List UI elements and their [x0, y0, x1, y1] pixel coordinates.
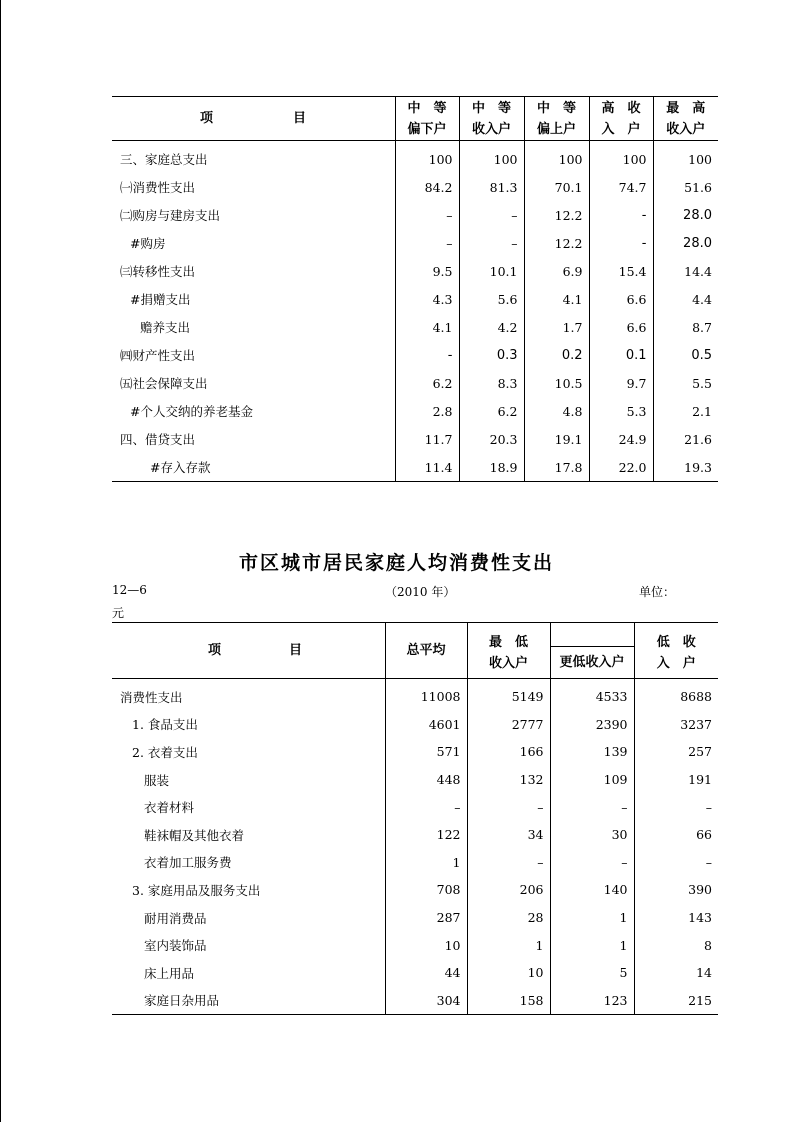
row-value: 2390 [550, 711, 634, 739]
row-value: 28.0 [653, 229, 718, 257]
table2-header-row-1 [112, 623, 718, 647]
row-value: 139 [550, 738, 634, 766]
header-col-5: 最 高 收入户 [653, 97, 718, 141]
row-value: 5.3 [589, 397, 653, 425]
row-value: - [395, 341, 459, 369]
table-row [112, 425, 718, 453]
row-value: 6.6 [589, 313, 653, 341]
row-value: 20.3 [459, 425, 524, 453]
row-value: 81.3 [459, 173, 524, 201]
row-value: 22.0 [589, 453, 653, 482]
row-value: 11.4 [395, 453, 459, 482]
table-row [112, 738, 718, 766]
row-value: - [589, 229, 653, 257]
table-row [112, 229, 718, 257]
row-value: 8.3 [459, 369, 524, 397]
header-lowest: 最 低 收入户 [467, 623, 550, 679]
row-value: 143 [634, 904, 718, 932]
row-value: 6.9 [524, 257, 589, 285]
row-label: ㈢转移性支出 [120, 264, 196, 279]
row-value: 4.1 [524, 285, 589, 313]
row-value: 123 [550, 987, 634, 1015]
row-label: 鞋袜帽及其他衣着 [144, 827, 245, 843]
table-row [112, 257, 718, 285]
table-row [112, 766, 718, 794]
row-value: 51.6 [653, 173, 718, 201]
row-value: 84.2 [395, 173, 459, 201]
row-value: 257 [634, 738, 718, 766]
row-value: 10.5 [524, 369, 589, 397]
row-value: 12.2 [524, 229, 589, 257]
row-value: – [467, 849, 550, 877]
header-col-3: 中 等 偏上户 [524, 97, 589, 141]
row-value: – [550, 793, 634, 821]
row-value: 10.1 [459, 257, 524, 285]
row-value: 3237 [634, 711, 718, 739]
row-value: – [550, 849, 634, 877]
row-value: 0.5 [653, 341, 718, 369]
row-value: – [634, 849, 718, 877]
table-row [112, 876, 718, 904]
row-value: 100 [395, 141, 459, 174]
row-value: 30 [550, 821, 634, 849]
row-label: 2. 衣着支出 [132, 744, 198, 760]
unit-value: 元 [112, 606, 125, 620]
header-col-1: 中 等 偏下户 [395, 97, 459, 141]
table-row [112, 959, 718, 987]
row-value: 24.9 [589, 425, 653, 453]
row-value: - [589, 201, 653, 229]
table1-header-row [112, 97, 718, 141]
row-label: 四、借贷支出 [120, 432, 196, 447]
row-value: 100 [653, 141, 718, 174]
row-value: – [634, 793, 718, 821]
row-value: – [385, 793, 467, 821]
header-low: 低 收 入 户 [634, 623, 718, 679]
row-value: 100 [459, 141, 524, 174]
row-value: 2.8 [395, 397, 459, 425]
row-value: 5149 [467, 679, 550, 711]
row-value: 4.2 [459, 313, 524, 341]
row-label: #捐赠支出 [130, 292, 191, 307]
row-value: 206 [467, 876, 550, 904]
table-row [112, 931, 718, 959]
header-lower: 更低收入户 [550, 647, 634, 679]
table-row [112, 849, 718, 877]
row-value: 140 [550, 876, 634, 904]
row-value: 8.7 [653, 313, 718, 341]
consumption-expenditure-table [112, 622, 718, 1015]
row-value: 11008 [385, 679, 467, 711]
row-value: 19.3 [653, 453, 718, 482]
row-value: 70.1 [524, 173, 589, 201]
row-value: 6.2 [459, 397, 524, 425]
row-label: 室内装饰品 [144, 938, 207, 954]
row-value: 6.6 [589, 285, 653, 313]
table-row [112, 173, 718, 201]
row-value: 1 [467, 931, 550, 959]
row-value: 12.2 [524, 201, 589, 229]
row-value: 0.1 [589, 341, 653, 369]
header-lower-top [550, 623, 634, 647]
row-value: 10 [385, 931, 467, 959]
row-value: 708 [385, 876, 467, 904]
row-value: 28.0 [653, 201, 718, 229]
row-value: 390 [634, 876, 718, 904]
row-value: 287 [385, 904, 467, 932]
row-value: 5.5 [653, 369, 718, 397]
unit-label: 单位： [639, 585, 676, 599]
row-value: 1 [550, 904, 634, 932]
row-value: – [395, 201, 459, 229]
row-value: 1 [385, 849, 467, 877]
row-value: 0.2 [524, 341, 589, 369]
table-row [112, 904, 718, 932]
row-value: 14.4 [653, 257, 718, 285]
row-value: 4.1 [395, 313, 459, 341]
row-value: – [395, 229, 459, 257]
table-row [112, 141, 718, 174]
row-value: 1 [550, 931, 634, 959]
row-value: 4.8 [524, 397, 589, 425]
row-label: 服装 [144, 772, 170, 788]
row-value: 17.8 [524, 453, 589, 482]
row-value: 4.3 [395, 285, 459, 313]
row-value: 74.7 [589, 173, 653, 201]
table-row [112, 201, 718, 229]
row-label: #个人交纳的养老基金 [130, 404, 253, 419]
page-title: 市区城市居民家庭人均消费性支出 [238, 552, 554, 574]
row-value: 34 [467, 821, 550, 849]
header-item: 项 目 [112, 97, 395, 141]
row-value: 109 [550, 766, 634, 794]
row-value: – [459, 201, 524, 229]
row-label: 衣着材料 [144, 800, 195, 816]
row-value: 132 [467, 766, 550, 794]
row-value: 2.1 [653, 397, 718, 425]
row-label: ㈤社会保障支出 [120, 376, 208, 391]
table-row [112, 821, 718, 849]
row-value: 6.2 [395, 369, 459, 397]
row-label: 3. 家庭用品及服务支出 [132, 882, 261, 898]
row-value: 304 [385, 987, 467, 1015]
table-year: （2010 年） [385, 585, 456, 599]
row-label: 耐用消费品 [144, 910, 207, 926]
row-value: 100 [589, 141, 653, 174]
row-label: ㈡购房与建房支出 [120, 208, 221, 223]
row-value: 21.6 [653, 425, 718, 453]
header-item: 项 目 [112, 623, 385, 679]
row-value: 5.6 [459, 285, 524, 313]
table-row [112, 341, 718, 369]
row-label: 1. 食品支出 [132, 717, 198, 733]
row-value: 0.3 [459, 341, 524, 369]
header-col-4: 高 收 入 户 [589, 97, 653, 141]
row-value: 191 [634, 766, 718, 794]
row-value: 15.4 [589, 257, 653, 285]
row-value: 122 [385, 821, 467, 849]
table-row [112, 679, 718, 711]
row-value: 100 [524, 141, 589, 174]
table-row [112, 397, 718, 425]
row-value: 166 [467, 738, 550, 766]
table-row [112, 453, 718, 482]
table-number: 12—6 [112, 583, 147, 597]
row-label: 床上用品 [144, 965, 195, 981]
row-label: ㈠消费性支出 [120, 180, 196, 195]
row-label: #购房 [130, 236, 166, 251]
row-value: 9.7 [589, 369, 653, 397]
table-row [112, 711, 718, 739]
row-value: 4601 [385, 711, 467, 739]
row-label: 家庭日杂用品 [144, 993, 220, 1009]
row-label: 赡养支出 [140, 320, 191, 335]
row-value: 215 [634, 987, 718, 1015]
row-label: #存入存款 [150, 460, 211, 475]
row-value: 66 [634, 821, 718, 849]
row-value: 19.1 [524, 425, 589, 453]
header-col-2: 中 等 收入户 [459, 97, 524, 141]
row-value: 158 [467, 987, 550, 1015]
row-value: 4.4 [653, 285, 718, 313]
row-value: 8688 [634, 679, 718, 711]
row-value: 5 [550, 959, 634, 987]
row-value: 28 [467, 904, 550, 932]
row-value: 18.9 [459, 453, 524, 482]
row-label: 三、家庭总支出 [120, 152, 208, 167]
row-value: 4533 [550, 679, 634, 711]
row-value: – [459, 229, 524, 257]
table-row [112, 369, 718, 397]
row-value: – [467, 793, 550, 821]
row-value: 448 [385, 766, 467, 794]
header-avg: 总平均 [385, 623, 467, 679]
row-value: 10 [467, 959, 550, 987]
row-label: 消费性支出 [120, 689, 183, 705]
row-value: 1.7 [524, 313, 589, 341]
row-value: 11.7 [395, 425, 459, 453]
row-label: 衣着加工服务费 [144, 855, 232, 871]
table-row [112, 987, 718, 1015]
table-row [112, 793, 718, 821]
household-expenditure-table [112, 96, 718, 482]
row-value: 14 [634, 959, 718, 987]
table-row [112, 313, 718, 341]
row-value: 571 [385, 738, 467, 766]
row-value: 9.5 [395, 257, 459, 285]
row-label: ㈣财产性支出 [120, 348, 196, 363]
table-row [112, 285, 718, 313]
row-value: 2777 [467, 711, 550, 739]
row-value: 8 [634, 931, 718, 959]
row-value: 44 [385, 959, 467, 987]
